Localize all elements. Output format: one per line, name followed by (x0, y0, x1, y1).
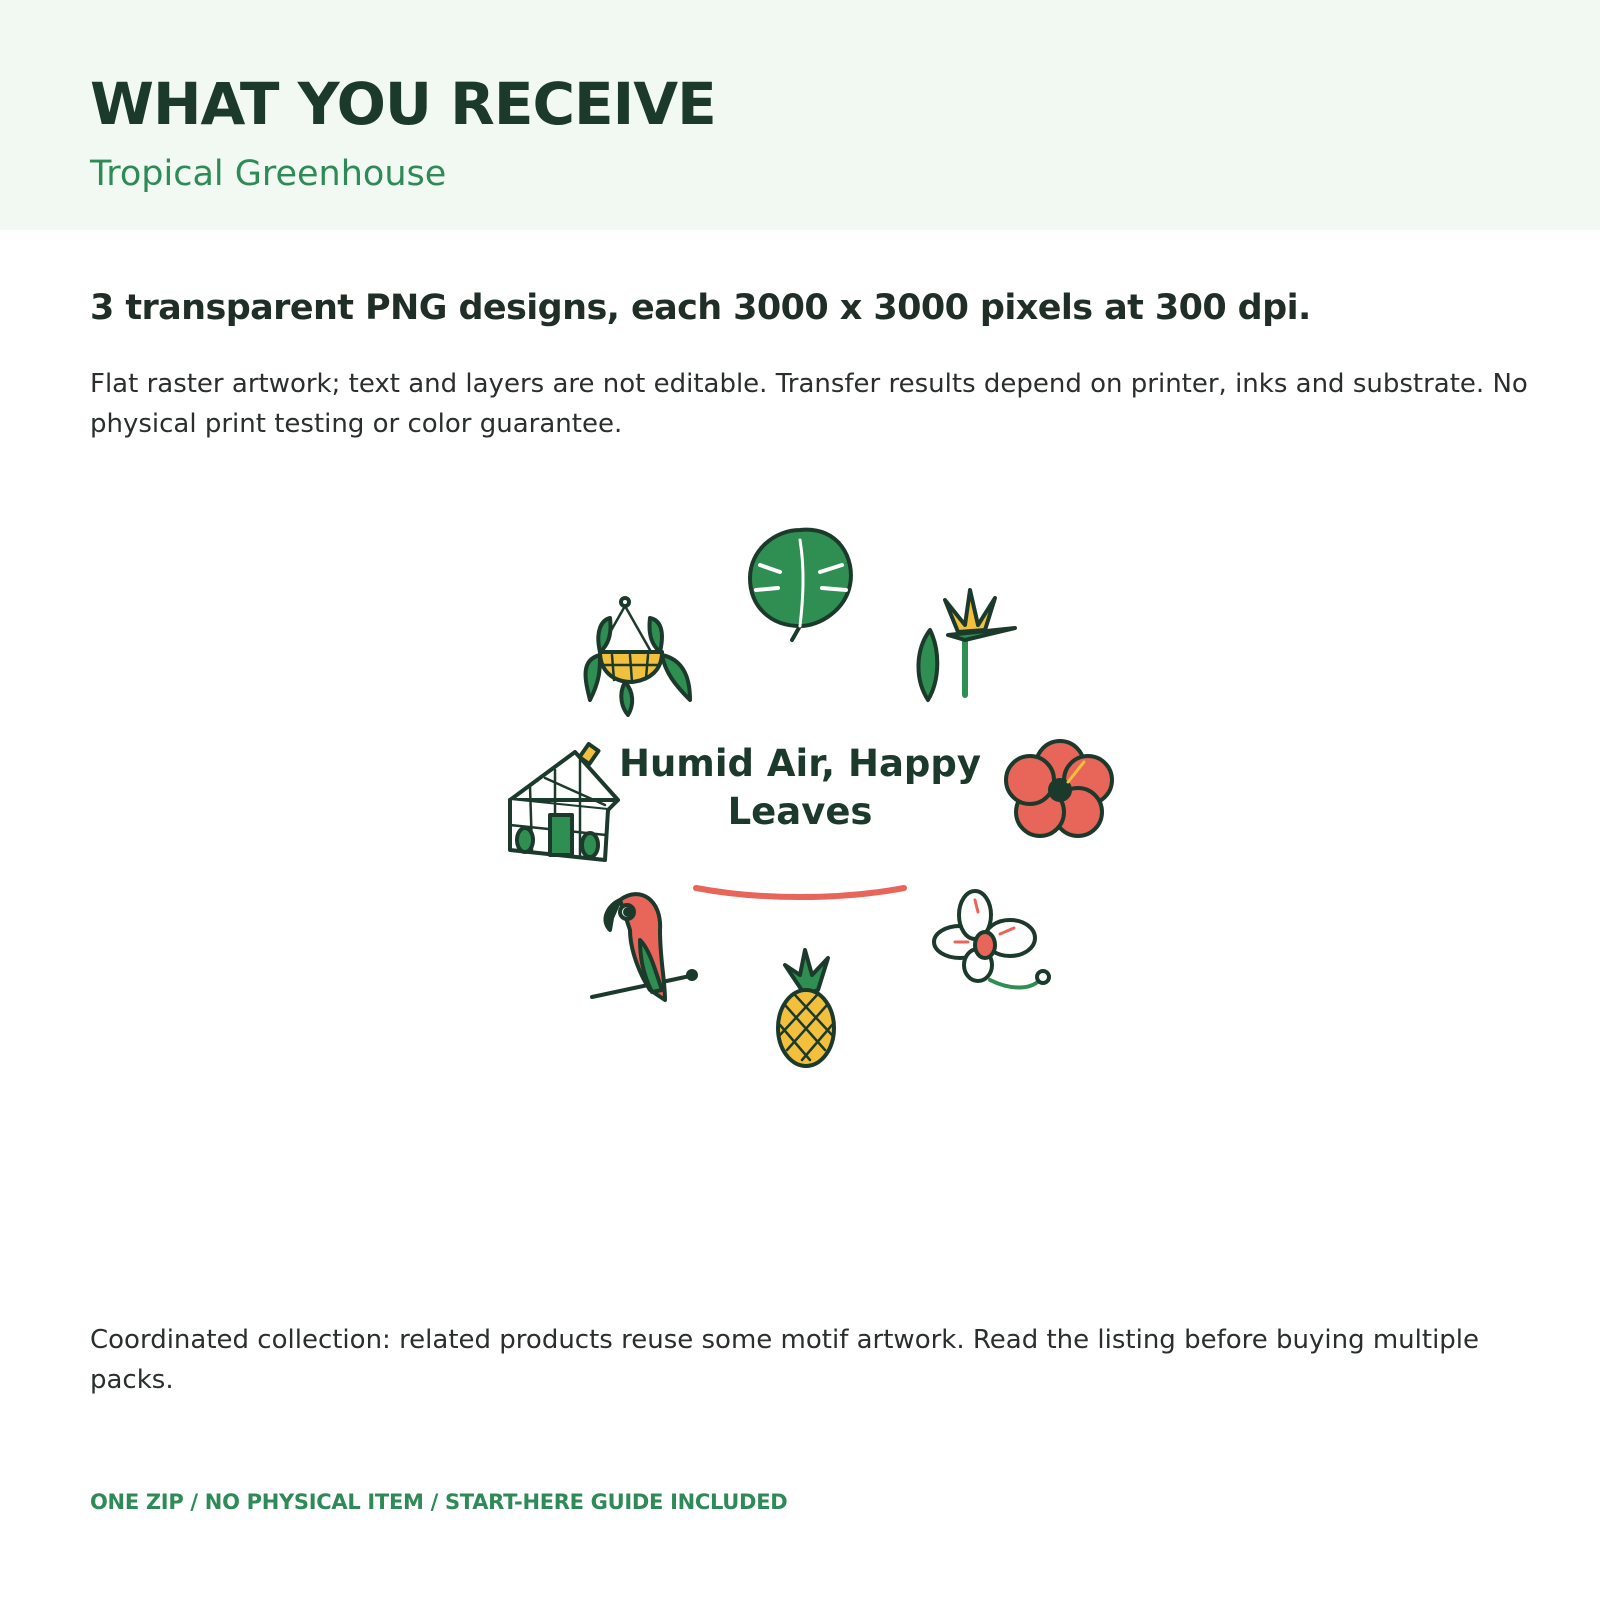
collection-name: Tropical Greenhouse (90, 154, 447, 194)
page-title: WHAT YOU RECEIVE (90, 70, 716, 138)
product-headline: 3 transparent PNG designs, each 3000 x 3000 pixels at 300 dpi. (90, 288, 1311, 328)
collection-note: Coordinated collection: related products reuse some motif artwork. Read the listing before buying multiple packs. (90, 1325, 1480, 1395)
bird-of-paradise-icon (918, 590, 1015, 700)
pineapple-icon (778, 950, 834, 1066)
orchid-icon (934, 891, 1049, 988)
product-note: Flat raster artwork; text and layers are not editable. Transfer results depend on printer, inks and substrate. No physical print testing or color guarantee. (90, 369, 1528, 439)
footer-tagline: ONE ZIP / NO PHYSICAL ITEM / START-HERE GUIDE INCLUDED (90, 1490, 788, 1514)
design-slogan-line-1: Humid Air, Happy (619, 742, 981, 785)
design-preview (0, 460, 1600, 1100)
parrot-icon (592, 894, 696, 1000)
hanging-planter-icon (586, 598, 690, 715)
coral-underline (696, 888, 904, 897)
header-band (0, 0, 1600, 230)
hibiscus-icon (1006, 741, 1112, 836)
monstera-leaf-icon (750, 530, 851, 640)
design-slogan-line-2: Leaves (727, 790, 873, 833)
